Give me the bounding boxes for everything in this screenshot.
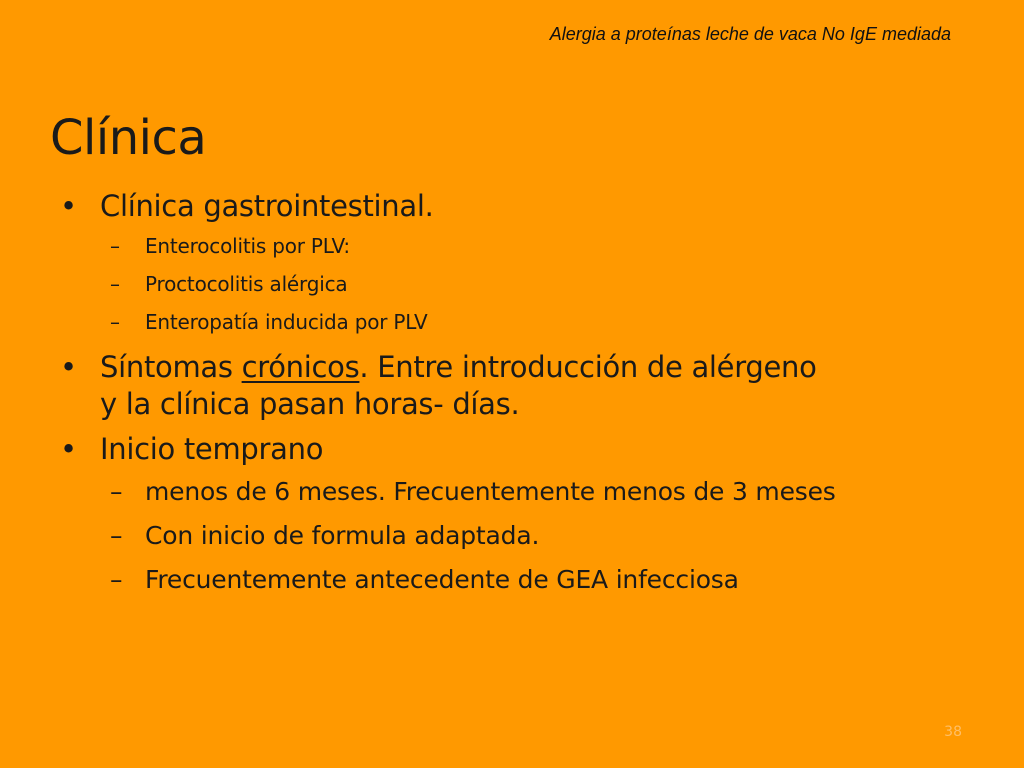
bullet-list bbox=[60, 188, 960, 610]
bullet-marker: • bbox=[60, 432, 77, 466]
bullet-marker: • bbox=[60, 189, 77, 223]
sub-item-text: Enteropatía inducida por PLV bbox=[145, 310, 428, 334]
sub-item-text: menos de 6 meses. Frecuentemente menos de 3 meses bbox=[145, 477, 836, 506]
bullet-text-suffix: . Entre introducción de alérgeno bbox=[359, 350, 817, 384]
bullet-text-prefix: Síntomas bbox=[100, 350, 242, 384]
sub-item bbox=[60, 265, 960, 303]
sub-item-text: Proctocolitis alérgica bbox=[145, 272, 348, 296]
sub-item-text: Enterocolitis por PLV: bbox=[145, 234, 350, 258]
sub-item-text: Con inicio de formula adaptada. bbox=[145, 521, 540, 550]
sub-item bbox=[60, 303, 960, 341]
dash-marker: – bbox=[110, 272, 120, 296]
bullet-item bbox=[60, 349, 960, 423]
slide-title: Clínica bbox=[50, 110, 207, 166]
bullet-marker: • bbox=[60, 350, 77, 384]
sub-list bbox=[60, 227, 960, 341]
dash-marker: – bbox=[110, 477, 123, 506]
dash-marker: – bbox=[110, 565, 123, 594]
bullet-text-line2: y la clínica pasan horas- días. bbox=[100, 387, 520, 421]
dash-marker: – bbox=[110, 310, 120, 334]
sub-item-text: Frecuentemente antecedente de GEA infecciosa bbox=[145, 565, 739, 594]
bullet-item bbox=[60, 431, 960, 468]
page-number: 38 bbox=[944, 724, 962, 740]
bullet-text: Clínica gastrointestinal. bbox=[100, 189, 434, 223]
sub-item bbox=[60, 227, 960, 265]
bullet-text: Inicio temprano bbox=[100, 432, 324, 466]
sub-item bbox=[60, 558, 960, 602]
header-note: Alergia a proteínas leche de vaca No IgE mediada bbox=[549, 24, 951, 44]
sub-list bbox=[60, 470, 960, 602]
bullet-item bbox=[60, 188, 960, 225]
sub-item bbox=[60, 514, 960, 558]
sub-item bbox=[60, 470, 960, 514]
dash-marker: – bbox=[110, 521, 123, 550]
dash-marker: – bbox=[110, 234, 120, 258]
emphasis-text: crónicos bbox=[241, 350, 360, 384]
